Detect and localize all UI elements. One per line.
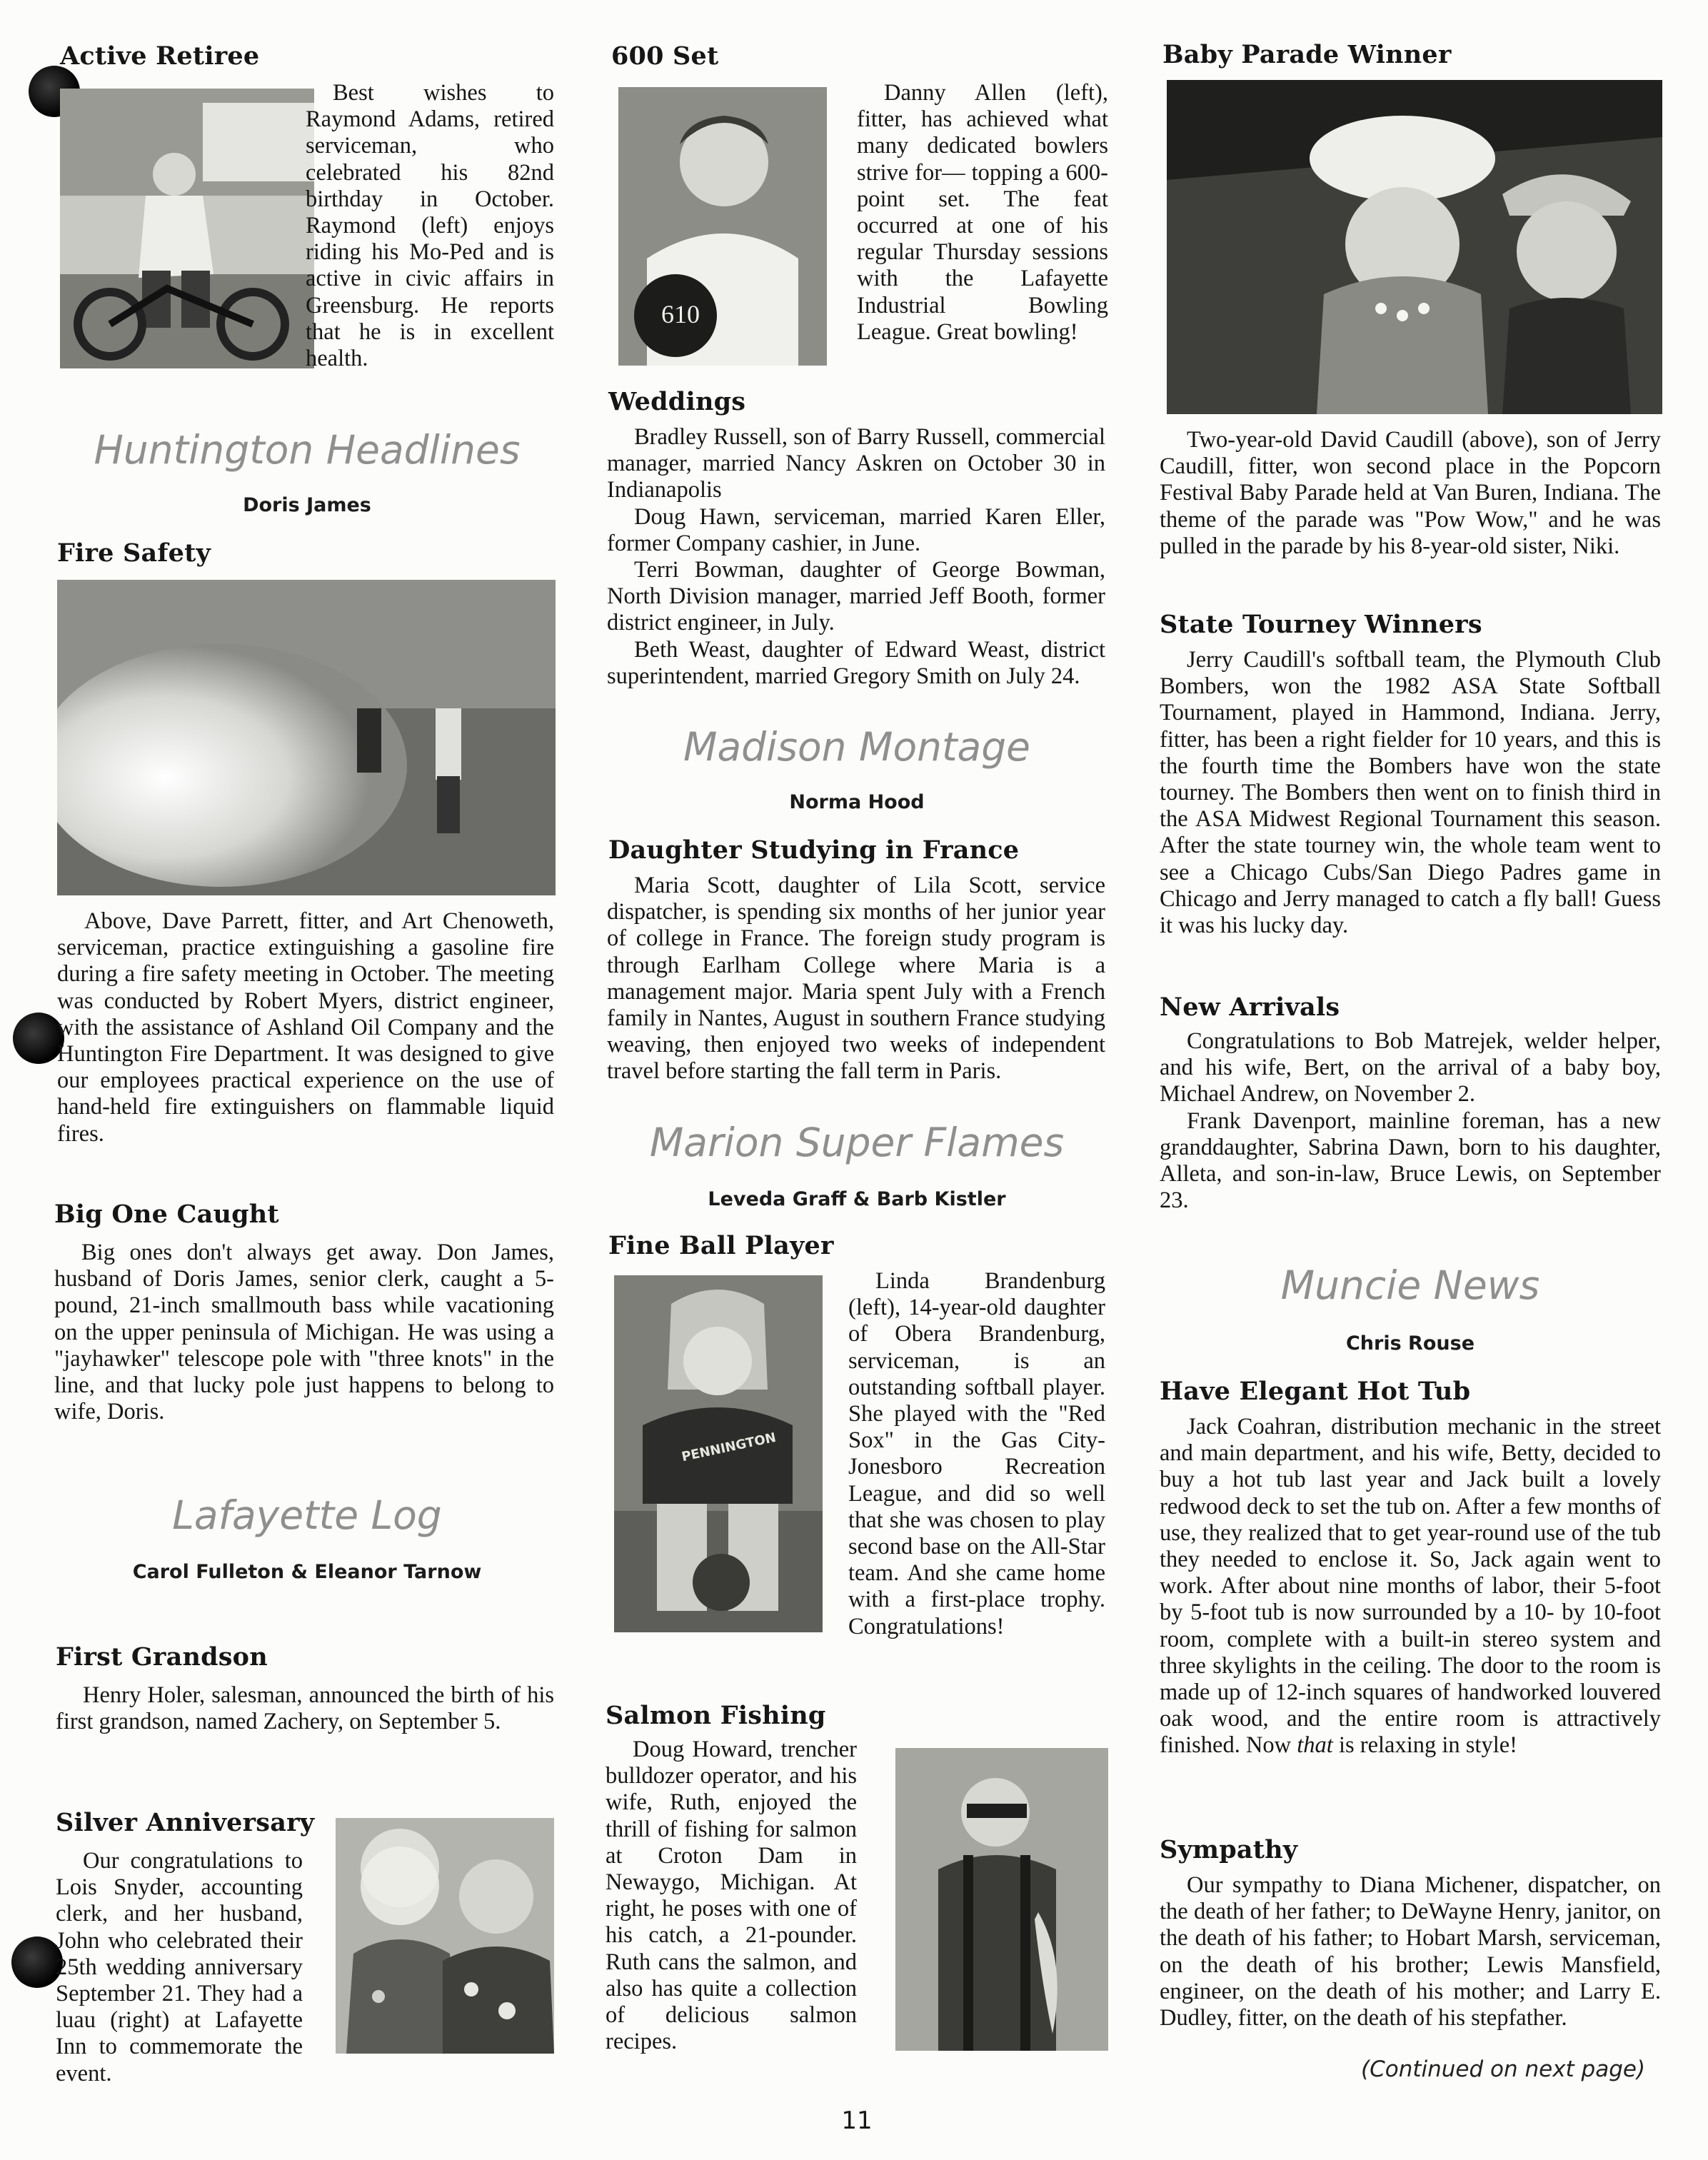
wedding-item: Terri Bowman, daughter of George Bowman, North Division manager, married Jeff Booth, former district engineer, in July. <box>607 557 1105 636</box>
text-big-one-caught: Big ones don't always get away. Don James, husband of Doris James, senior clerk, caught a 5-pound, 21-inch smallmouth bass while vacationing on the upper peninsula of Michigan. He was using a "jayhawker" telescope pole with "three knots" in the line, and that lucky pole just happens to belong to wife, Doris. <box>54 1240 554 1425</box>
wedding-item: Bradley Russell, son of Barry Russell, commercial manager, married Nancy Askren on October 30 in Indianapolis <box>607 424 1105 503</box>
text-weddings <box>607 424 1105 690</box>
shirt-lettering: PENNINGTON <box>680 1430 778 1465</box>
text-new-arrivals <box>1160 1028 1661 1214</box>
section-title-muncie: Muncie News <box>1280 1262 1540 1308</box>
bowling-ball-label: 610 <box>661 300 700 328</box>
heading-new-arrivals: New Arrivals <box>1160 993 1340 1022</box>
wedding-item: Doug Hawn, serviceman, married Karen Eller, former Company cashier, in June. <box>607 503 1105 556</box>
heading-weddings: Weddings <box>608 387 746 416</box>
arrival-item: Frank Davenport, mainline foreman, has a new granddaughter, Sabrina Dawn, born to his daughter, Alleta, and son-in-law, Bruce Lewis, on September 23. <box>1160 1107 1661 1214</box>
heading-hot-tub: Have Elegant Hot Tub <box>1160 1377 1471 1406</box>
arrival-item: Congratulations to Bob Matrejek, welder helper, and his wife, Bert, on the arrival of a baby boy, Michael Andrew, on November 2. <box>1160 1028 1661 1107</box>
byline-huntington: Doris James <box>243 494 371 516</box>
page-number: 11 <box>841 2106 873 2135</box>
text-first-grandson: Henry Holer, salesman, announced the birth of his first grandson, named Zachery, on September 5. <box>56 1682 554 1735</box>
heading-baby-parade: Baby Parade Winner <box>1162 40 1452 69</box>
heading-fire-safety: Fire Safety <box>57 538 211 568</box>
section-title-madison: Madison Montage <box>683 724 1030 770</box>
photo-raymond-moped <box>60 89 314 368</box>
photo-doug-howard-salmon <box>895 1748 1108 2051</box>
wedding-item: Beth Weast, daughter of Edward Weast, district superintendent, married Gregory Smith on July 24. <box>607 636 1105 689</box>
heading-big-one-caught: Big One Caught <box>54 1200 279 1229</box>
heading-sympathy: Sympathy <box>1160 1835 1298 1864</box>
text-salmon-fishing: Doug Howard, trencher bulldozer operator, and his wife, Ruth, enjoyed the thrill of fishing for salmon at Croton Dam in Newaygo, Michigan. At right, he poses with one of his catch, a 21-pounder. Ruth cans the salmon, and also has quite a collection of delicious salmon recipes. <box>606 1737 857 2055</box>
photo-snyder-luau <box>336 1818 554 2054</box>
heading-600-set: 600 Set <box>611 41 719 71</box>
heading-silver-anniversary: Silver Anniversary <box>56 1808 315 1837</box>
byline-madison: Norma Hood <box>789 791 925 813</box>
heading-salmon-fishing: Salmon Fishing <box>606 1701 826 1730</box>
text-active-retiree: Best wishes to Raymond Adams, retired serviceman, who celebrated his 82nd birthday in October. Raymond (left) enjoys riding his Mo-Ped and is active in civic affairs in Greensburg. He reports that he is in excellent health. <box>306 80 554 372</box>
heading-first-grandson: First Grandson <box>56 1642 268 1672</box>
text-silver-anniversary: Our congratulations to Lois Snyder, accounting clerk, and her husband, John who celebrated their 25th wedding anniversary September 21. They had a luau (right) at Lafayette Inn to commemorate the event. <box>56 1848 303 2086</box>
photo-baby-parade <box>1167 80 1662 414</box>
heading-daughter-france: Daughter Studying in France <box>608 835 1020 865</box>
heading-state-tourney: State Tourney Winners <box>1160 610 1482 639</box>
byline-lafayette: Carol Fulleton & Eleanor Tarnow <box>132 1561 482 1583</box>
continued-note: (Continued on next page) <box>1361 2056 1646 2082</box>
section-title-marion: Marion Super Flames <box>649 1120 1065 1165</box>
photo-danny-allen <box>618 87 827 366</box>
text-hot-tub: Jack Coahran, distribution mechanic in the street and main department, and his wife, Betty, decided to buy a hot tub last year and Jack built a lovely redwood deck to set the tub on. After a few months of use, they realized that to get year-round use of the tub they needed to enclose it. So, Jack again went to work. After about nine months of labor, their 5-foot by 5-foot tub is now surrounded by a 10- by 10-foot room, complete with a built-in stereo system and three skylights in the ceiling. The door to the room is made up of 12-inch squares of handworked louvered oak wood, and the entire room is attractively finished. Now that is relaxing in style! <box>1160 1414 1661 1759</box>
text-fine-ball-player: Linda Brandenburg (left), 14-year-old daughter of Obera Brandenburg, serviceman, is an outstanding softball player. She played with the "Red Sox" in the Gas City-Jonesboro Recreation League, and did so well that she was chosen to play second base on the All-Star team. And she came home with a first-place trophy. Congratulations! <box>848 1268 1105 1639</box>
text-daughter-france: Maria Scott, daughter of Lila Scott, service dispatcher, is spending six months of her junior year of college in France. The foreign study program is through Earlham College where Maria is a management major. Maria spent July with a French family in Nantes, August in southern France studying weaving, then enjoyed two weeks of independent travel before starting the fall term in Paris. <box>607 873 1105 1085</box>
section-title-lafayette: Lafayette Log <box>172 1492 442 1538</box>
text-baby-parade: Two-year-old David Caudill (above), son of Jerry Caudill, fitter, won second place in the Popcorn Festival Baby Parade held at Van Buren, Indiana. The theme of the parade was "Pow Wow," and he was pulled in the parade by his 8-year-old sister, Niki. <box>1160 427 1661 559</box>
photo-fire-extinguisher <box>57 580 556 895</box>
heading-fine-ball-player: Fine Ball Player <box>608 1231 834 1260</box>
byline-muncie: Chris Rouse <box>1345 1332 1475 1355</box>
text-fire-safety: Above, Dave Parrett, fitter, and Art Chenoweth, serviceman, practice extinguishing a gasoline fire during a fire safety meeting in October. The meeting was conducted by Robert Myers, district engineer, with the assistance of Ashland Oil Company and the Huntington Fire Department. It was designed to give our employees practical experience on the use of hand-held fire extinguishers on flammable liquid fires. <box>57 908 554 1147</box>
text-600-set: Danny Allen (left), fitter, has achieved what many dedicated bowlers strive for— topping a 600-point set. The feat occurred at one of his regular Thursday sessions with the Lafayette Industrial Bowling League. Great bowling! <box>857 80 1108 345</box>
byline-marion: Leveda Graff & Barb Kistler <box>708 1188 1006 1210</box>
text-sympathy: Our sympathy to Diana Michener, dispatcher, on the death of her father; to DeWayne Henry, janitor, on the death of his father; to Hobart Marsh, serviceman, on the death of his brother; Lewis Mansfield, engineer, on the death of his mother; and Larry E. Dudley, fitter, on the death of his stepfather. <box>1160 1872 1661 2031</box>
heading-active-retiree: Active Retiree <box>60 41 260 71</box>
section-title-huntington: Huntington Headlines <box>94 427 521 473</box>
text-state-tourney: Jerry Caudill's softball team, the Plymouth Club Bombers, won the 1982 ASA State Softball Tournament, played in Hammond, Indiana. Jerry, fitter, has been a right fielder for 10 years, and this is the fourth time the Bombers have won the state tourney. The Bombers then went on to finish third in the ASA Midwest Regional Tournament this season. After the state tourney win, the whole team went to see a Chicago Cubs/San Diego Padres game in Chicago and Jerry managed to catch a fly ball! Guess it was his lucky day. <box>1160 647 1661 939</box>
